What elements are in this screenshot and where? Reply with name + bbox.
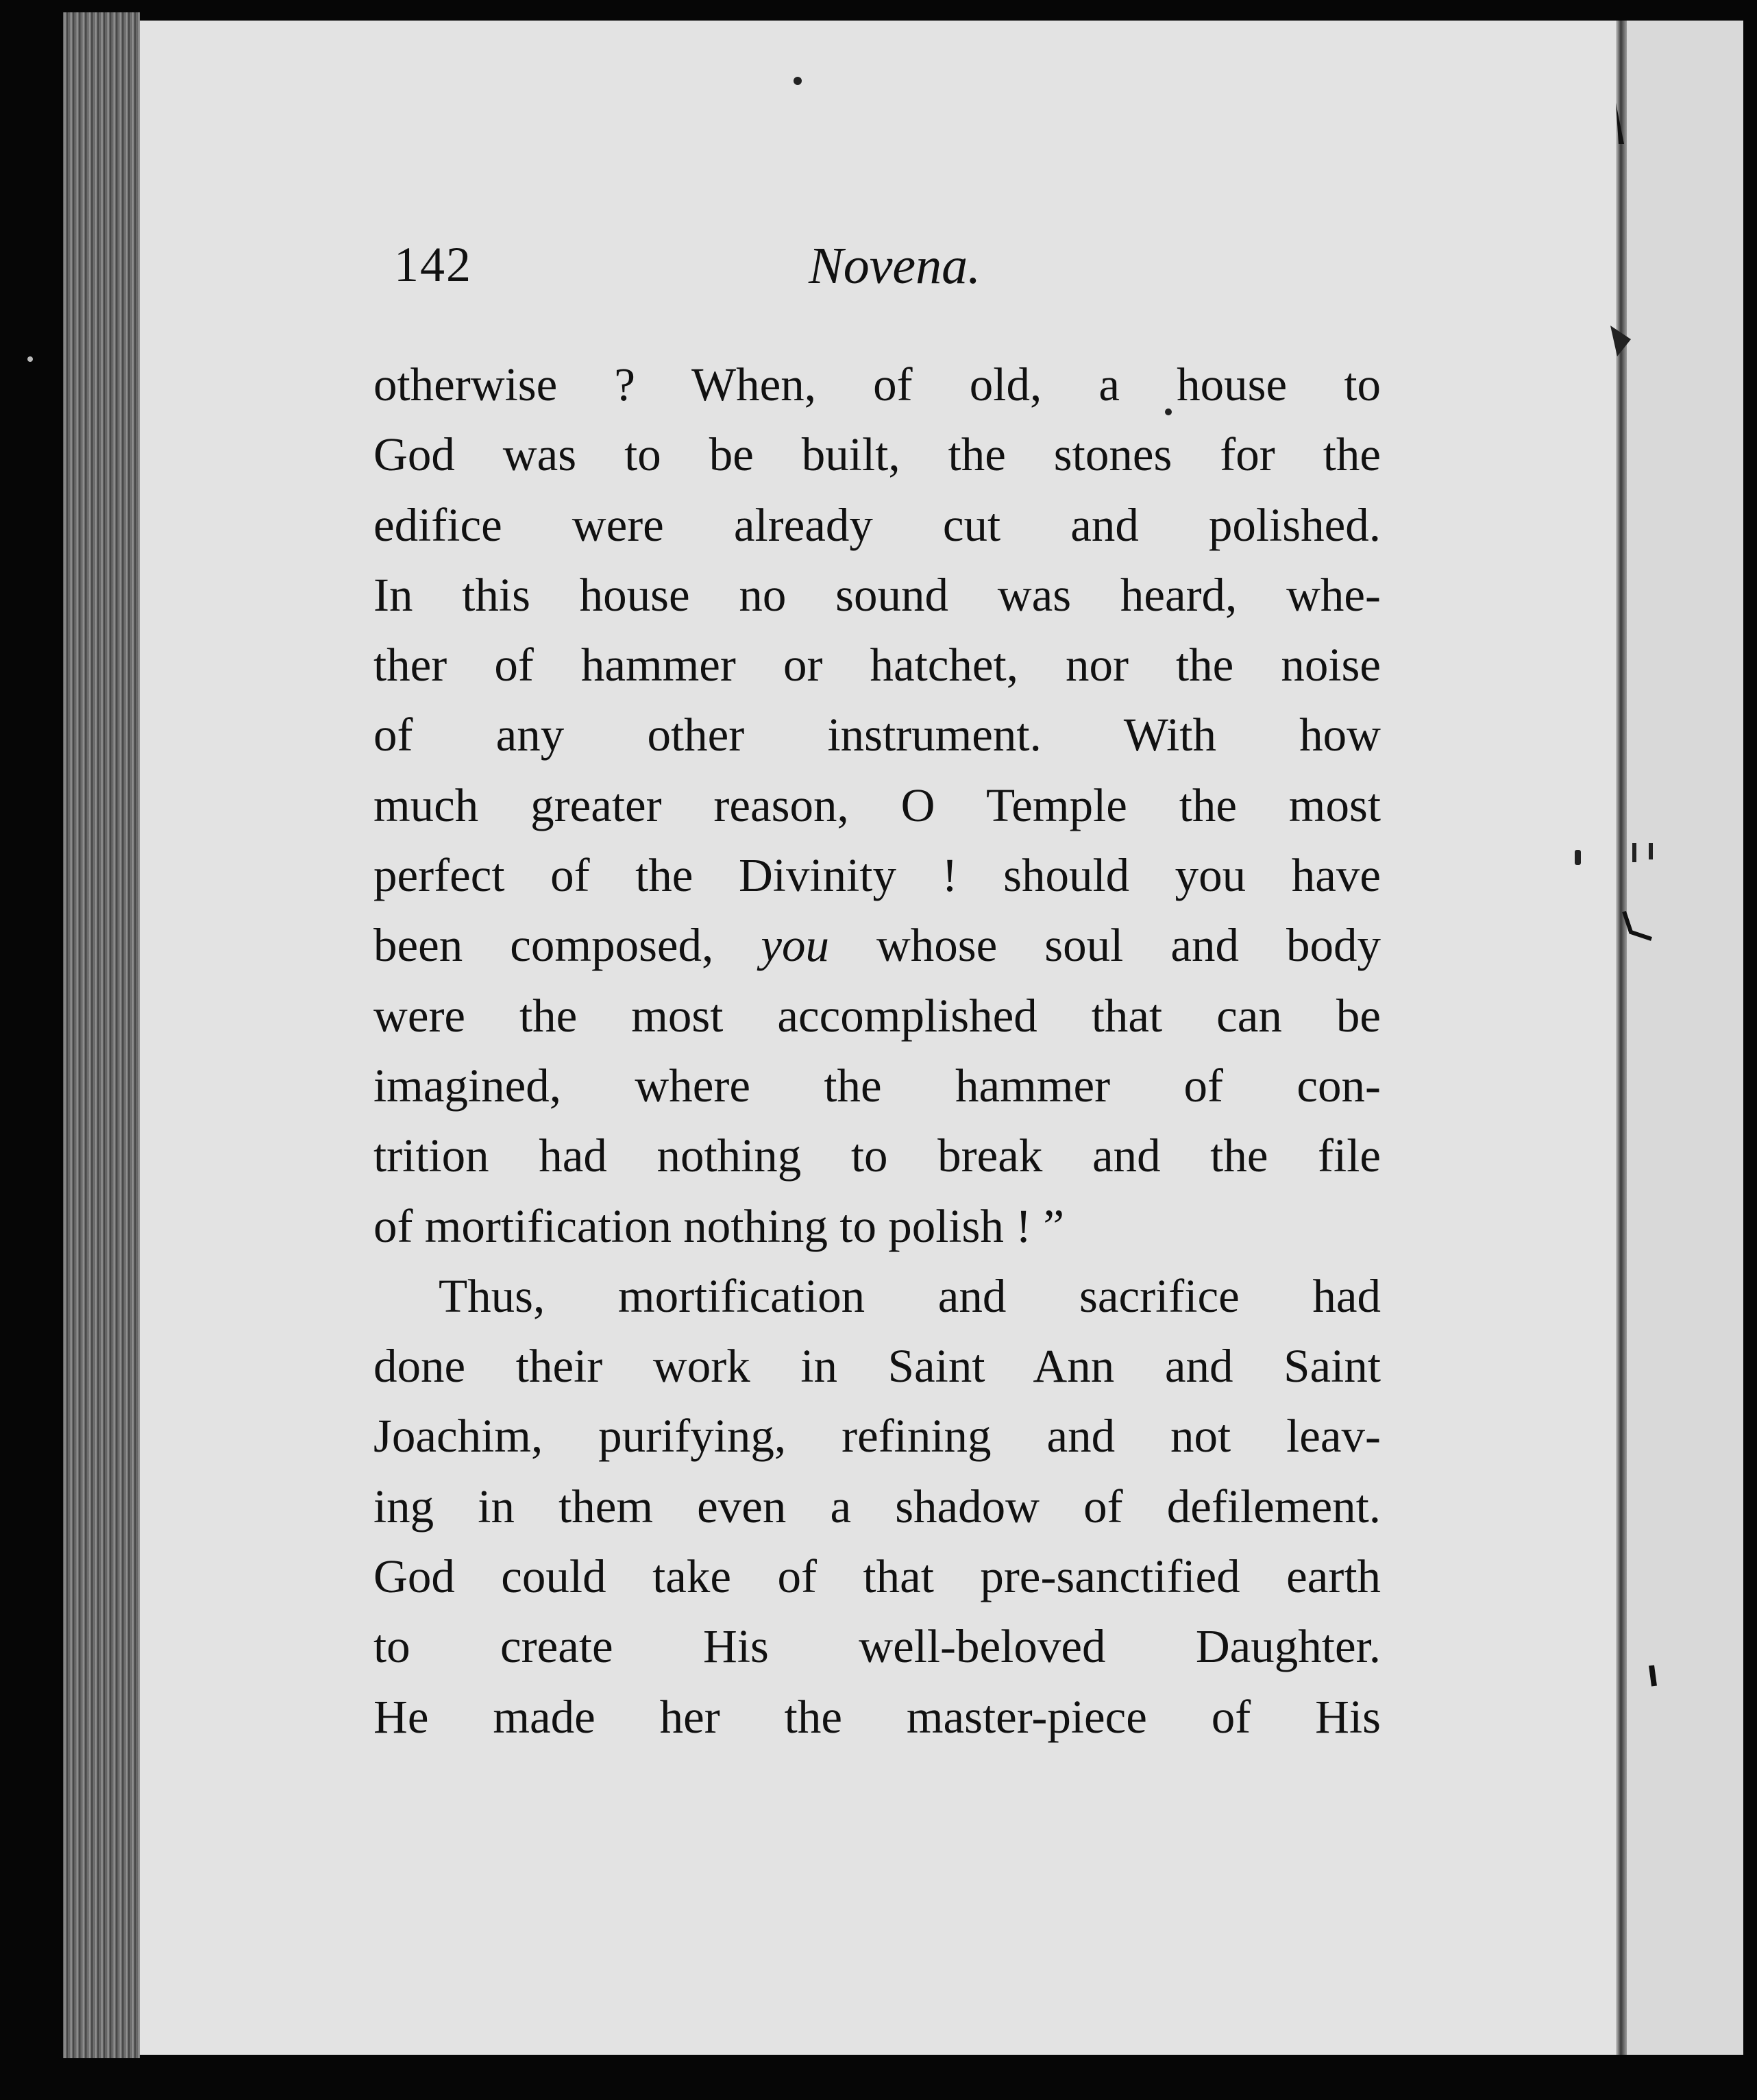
text-line: trition had nothing to break and the file: [373, 1130, 1381, 1182]
text-line: ther of hammer or hatchet, nor the noise: [373, 639, 1381, 692]
page-header: [394, 236, 1696, 312]
text-line: to create His well-beloved Daughter.: [373, 1620, 1381, 1673]
text-segment: whose soul and body: [828, 919, 1381, 972]
paragraph: [373, 1261, 1381, 1752]
ink-speck: [794, 77, 802, 85]
text-line: much greater reason, O Temple the most: [373, 779, 1381, 831]
text-line: of any other instrument. With how: [373, 709, 1381, 761]
running-title: Novena.: [809, 237, 981, 295]
text-line: edifice were already cut and polished.: [373, 498, 1381, 551]
text-line: He made her the master-piece of His: [373, 1690, 1381, 1743]
text-line: Thus, mortification and sacrifice had: [439, 1269, 1381, 1322]
text-segment: been composed,: [373, 919, 761, 972]
text-line: ing in them even a shadow of defilement.: [373, 1480, 1381, 1533]
body-text: [373, 350, 1381, 1752]
text-line: of mortification nothing to polish ! ”: [373, 1199, 1065, 1252]
text-line: Joachim, purifying, refining and not leav-: [373, 1410, 1381, 1463]
text-line: otherwise ? When, of old, a house to: [373, 358, 1381, 411]
ink-speck: [27, 356, 33, 362]
text-line: perfect of the Divinity ! should you have: [373, 849, 1381, 902]
text-line: In this house no sound was heard, whe-: [373, 568, 1381, 621]
book-page-edges: [63, 12, 140, 2058]
italic-emphasis: you: [761, 919, 829, 972]
page-number: 142: [394, 237, 472, 292]
text-line: done their work in Saint Ann and Saint: [373, 1340, 1381, 1393]
gutter-marks: [1604, 21, 1686, 2055]
ink-speck: [1575, 850, 1581, 865]
text-line: God could take of that pre-sanctified earth: [373, 1550, 1381, 1603]
paragraph: [373, 350, 1381, 1261]
text-line: imagined, where the hammer of con-: [373, 1059, 1381, 1112]
text-line: [373, 910, 1381, 980]
text-line: God was to be built, the stones for the: [373, 428, 1381, 481]
text-line: were the most accomplished that can be: [373, 989, 1381, 1042]
